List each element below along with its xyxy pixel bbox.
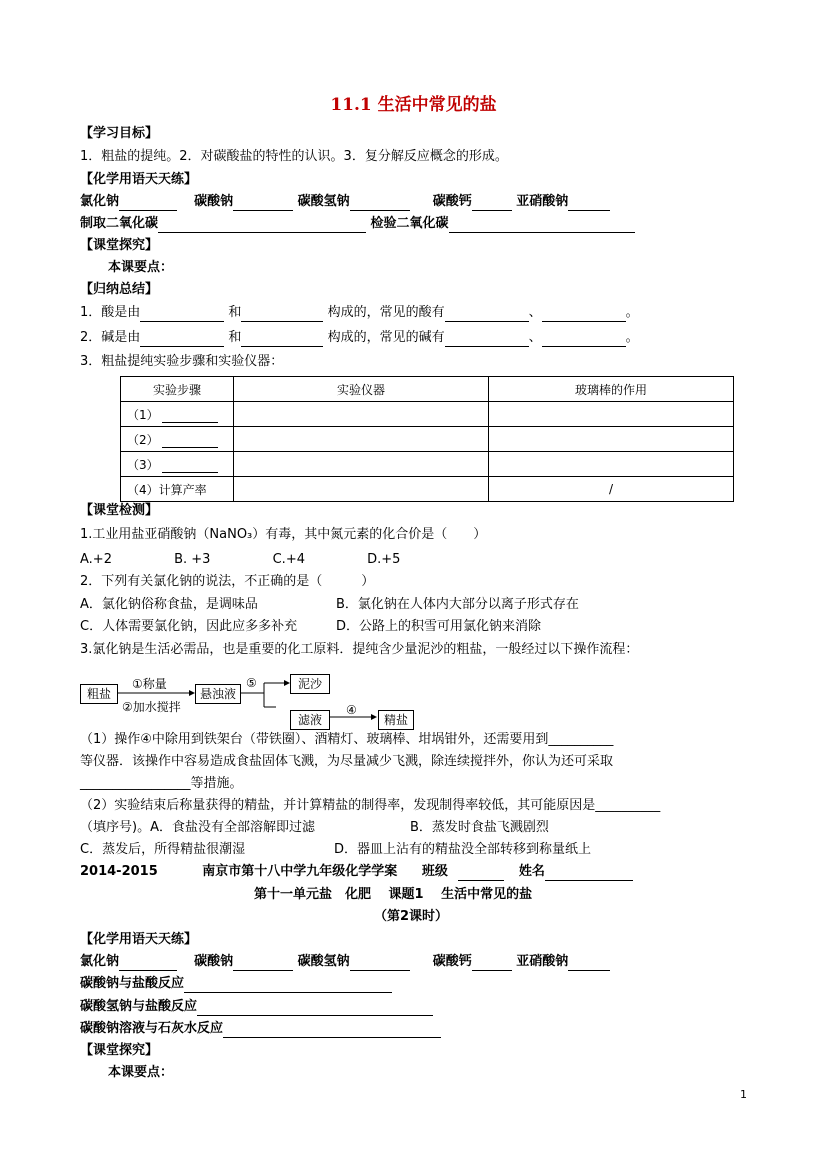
section-chem-practice: 【化学用语天天练】 [80, 172, 198, 187]
lesson-number: （第2课时） [374, 909, 449, 924]
section-chem-practice-2: 【化学用语天天练】 [80, 932, 198, 947]
question-2: 2．下列有关氯化钠的说法，不正确的是（ ） [80, 574, 375, 589]
summary-acid: 1．酸是由 和 构成的，常见的酸有 、 。 [80, 305, 639, 320]
q3-part2-line3: C．蒸发后，所得精盐很潮湿 D．器皿上沾有的精盐没全部转移到称量纸上 [80, 842, 592, 857]
question-2-options-cd: C．人体需要氯化钠，因此应多多补充 D．公路上的积雪可用氯化钠来消除 [80, 619, 542, 634]
flow-crude-salt: 粗盐 [80, 684, 118, 704]
col-steps: 实验步骤 [121, 377, 234, 402]
section-learning-goals: 【学习目标】 [80, 126, 159, 141]
section-summary: 【归纳总结】 [80, 282, 159, 297]
section-class-explore-2: 【课堂探究】 [80, 1043, 159, 1058]
page-number: 1 [740, 1088, 747, 1101]
section-class-explore: 【课堂探究】 [80, 238, 159, 253]
reaction-1: 碳酸钠与盐酸反应 [80, 975, 392, 993]
col-glass-rod: 玻璃棒的作用 [489, 377, 734, 402]
key-points-label-2: 本课要点： [108, 1065, 174, 1080]
question-1: 1.工业用盐亚硝酸钠（NaNO₃）有毒，其中氮元素的化合价是（ ） [80, 527, 487, 542]
table-row: （3） [121, 452, 734, 477]
q3-part1-line3: _________________等措施。 [80, 776, 243, 791]
flow-sediment: 泥沙 [290, 674, 330, 694]
reaction-3: 碳酸钠溶液与石灰水反应 [80, 1020, 441, 1038]
flow-suspension: 悬浊液 [195, 684, 241, 704]
flow-step2-label: ②加水搅拌 [122, 700, 181, 714]
flow-step5-label: ⑤ [246, 676, 257, 690]
page-title: 11.1 生活中常见的盐 [330, 95, 497, 115]
question-2-options-ab: A．氯化钠俗称食盐，是调味品 B．氯化钠在人体内大部分以离子形式存在 [80, 597, 579, 612]
question-1-options: A.+2 B. +3 C.+4 D.+5 [80, 552, 401, 567]
q3-part2-line1: （2）实验结束后称量获得的精盐，并计算精盐的制得率，发现制得率较低，其可能原因是__________ [80, 798, 661, 813]
flow-refined-salt: 精盐 [378, 710, 414, 730]
school-header: 2014-2015 南京市第十八中学九年级化学学案 班级 姓名 [80, 863, 633, 881]
summary-crude-salt: 3．粗盐提纯实验步骤和实验仪器： [80, 354, 284, 369]
summary-base: 2．碱是由 和 构成的，常见的碱有 、 。 [80, 330, 639, 345]
co2-line: 制取二氧化碳 检验二氧化碳 [80, 215, 635, 233]
table-row: （2） [121, 427, 734, 452]
key-points-label: 本课要点： [108, 260, 174, 275]
unit-title: 第十一单元盐 化肥 课题1 生活中常见的盐 [254, 887, 533, 902]
learning-goals-text: 1．粗盐的提纯。2．对碳酸盐的特性的认识。3．复分解反应概念的形成。 [80, 149, 508, 164]
q3-part2-line2: （填序号)。A．食盐没有全部溶解即过滤 B．蒸发时食盐飞溅剧烈 [80, 820, 549, 835]
question-3: 3.氯化钠是生活必需品，也是重要的化工原料．提纯含少量泥沙的粗盐，一般经过以下操作流程： [80, 642, 639, 657]
q3-part1-line2: 等仪器．该操作中容易造成食盐固体飞溅，为尽量减少飞溅，除连续搅拌外，你认为还可采取 [80, 754, 614, 769]
q3-part1-line1: （1）操作④中除用到铁架台（带铁圈）、酒精灯、玻璃棒、坩埚钳外，还需要用到__________ [80, 732, 614, 747]
compound-line-2: 氯化钠 碳酸钠 碳酸氢钠 碳酸钙 亚硝酸钠 [80, 953, 610, 971]
section-class-test: 【课堂检测】 [80, 503, 159, 518]
flow-filtrate: 滤液 [290, 710, 330, 730]
table-row: （4）计算产率 / [121, 477, 734, 502]
compound-line-1: 氯化钠 碳酸钠 碳酸氢钠 碳酸钙 亚硝酸钠 [80, 193, 610, 211]
col-instruments: 实验仪器 [234, 377, 489, 402]
flow-step4-label: ④ [346, 703, 357, 717]
reaction-2: 碳酸氢钠与盐酸反应 [80, 998, 433, 1016]
table-row: （1） [121, 402, 734, 427]
flow-step1-label: ①称量 [132, 677, 167, 691]
